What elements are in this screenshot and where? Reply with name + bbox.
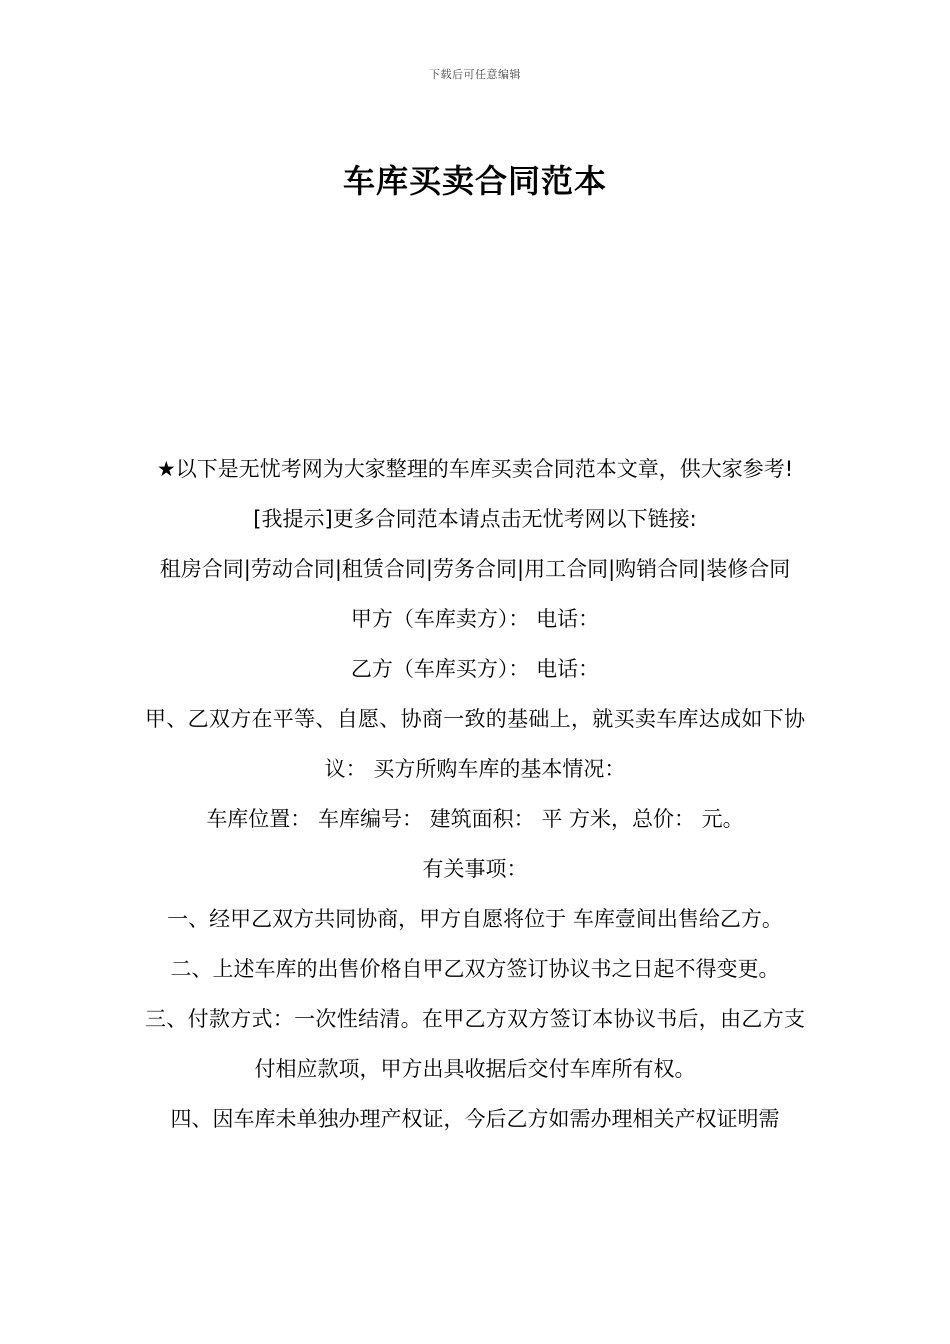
document-body: [145, 444, 805, 1144]
header-note: 下载后可任意编辑: [429, 68, 521, 81]
intro-paragraph: ★以下是无忧考网为大家整理的车库买卖合同范本文章，供大家参考!: [156, 457, 794, 481]
party-b-line: 乙方（车库买方）： 电话：: [350, 657, 600, 681]
matters-heading: 有关事项：: [422, 857, 528, 881]
clause-2: 二、上述车库的出售价格自甲乙双方签订协议书之日起不得变更。: [170, 957, 780, 981]
agreement-intro-paragraph: 甲、乙双方在平等、自愿、协商一致的基础上，就买卖车库达成如下协议： 买方所购车库的基本情况：: [145, 707, 805, 781]
document-title: 车库买卖合同范本: [342, 162, 607, 200]
clause-1: 一、经甲乙双方共同协商，甲方自愿将位于 车库壹间出售给乙方。: [167, 907, 783, 931]
tip-paragraph: [我提示]更多合同范本请点击无忧考网以下链接:: [253, 507, 697, 531]
party-a-line: 甲方（车库卖方）： 电话：: [350, 607, 600, 631]
contract-links-line: 租房合同|劳动合同|租赁合同|劳务合同|用工合同|购销合同|装修合同: [159, 557, 791, 581]
clause-3: 三、付款方式：一次性结清。在甲乙方双方签订本协议书后，由乙方支付相应款项，甲方出具收据后交付车库所有权。: [145, 1007, 805, 1081]
clause-4: 四、因车库未单独办理产权证，今后乙方如需办理相关产权证明需: [170, 1107, 780, 1131]
garage-info-line: 车库位置： 车库编号： 建筑面积： 平 方米，总价： 元。: [206, 807, 744, 831]
